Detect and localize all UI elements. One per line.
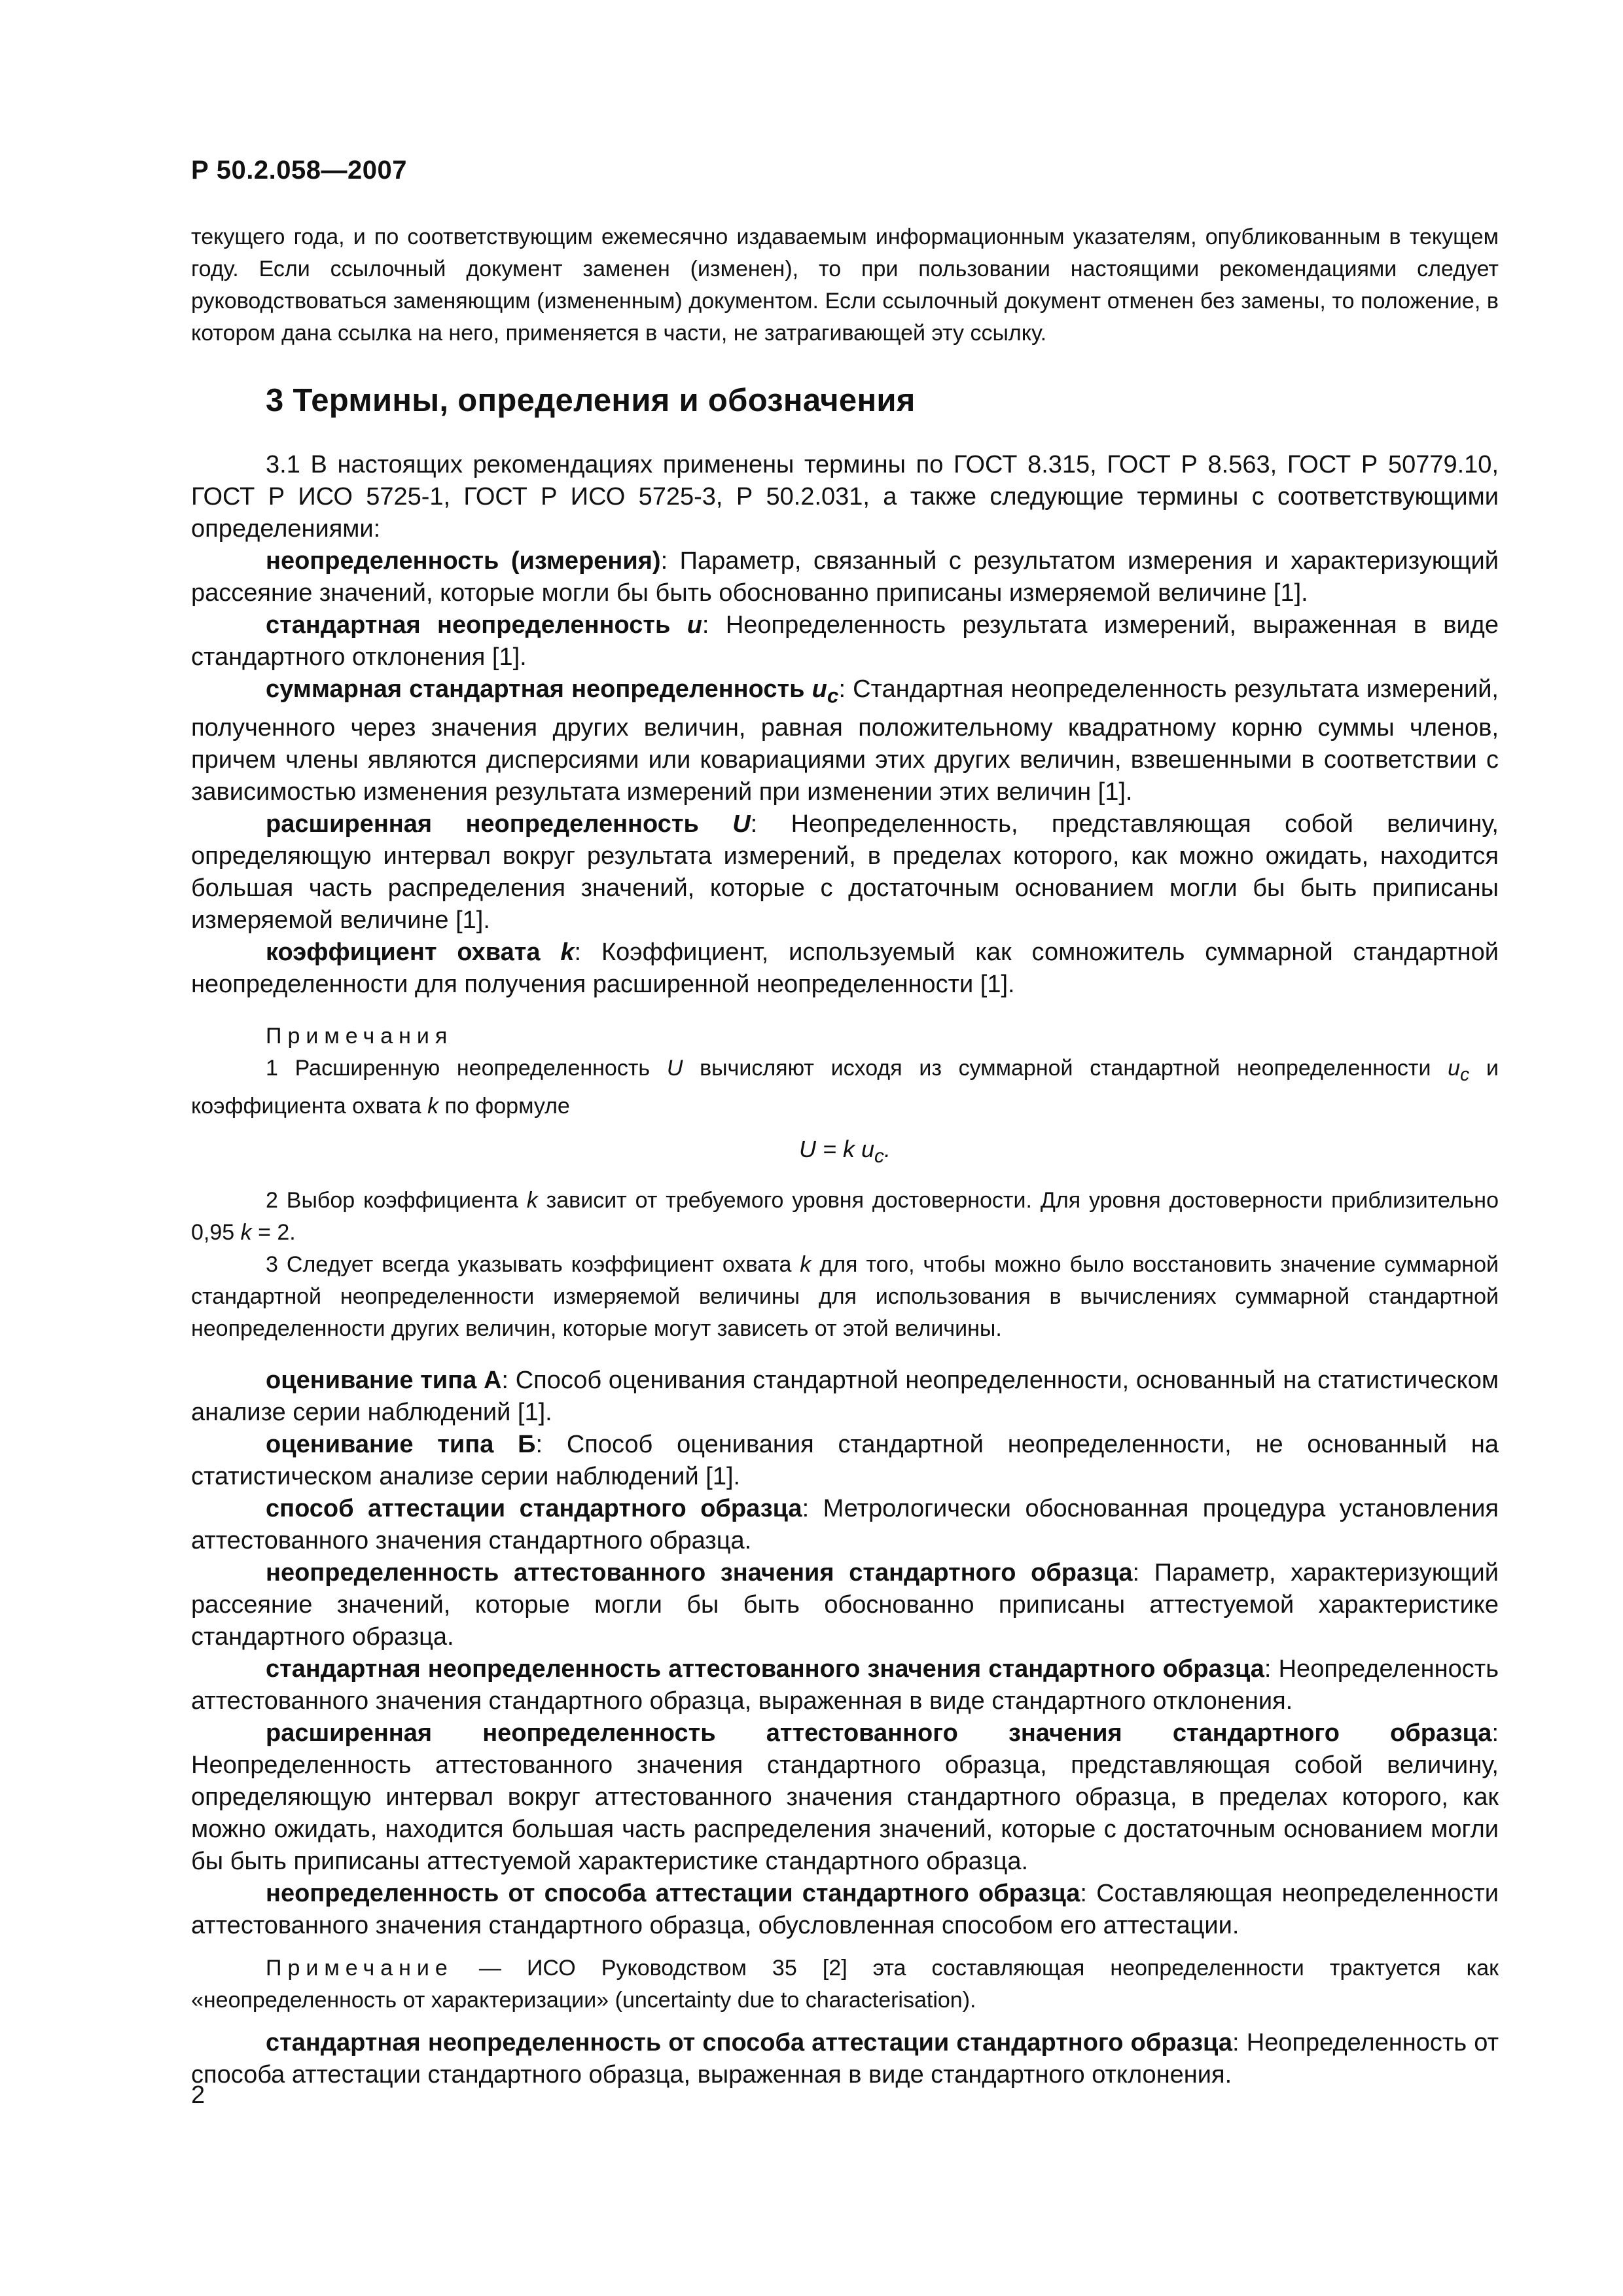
notes-heading: Примечания <box>266 1023 454 1049</box>
note-text: по формуле <box>438 1094 570 1119</box>
term-definition <box>191 609 1499 673</box>
note-symbol: U <box>666 1055 683 1081</box>
term-definition <box>191 2027 1499 2091</box>
term-symbol-subscript: c <box>827 683 839 708</box>
term-text: : Стандартная неопределенность результата измерений, полученного через значения других величин, равная положительному квадратному корню суммы членов, причем члены являются дисперсиями или ковариациями этих других величин, взвешенными в соответствии с зависимостью изменения результата измерений при изменении этих величин [1]. <box>191 675 1499 806</box>
note-text: зависит от требуемого уровня достоверности. Для уровня достоверности приблизительно 0,95 <box>191 1187 1499 1245</box>
document-code-header: Р 50.2.058—2007 <box>191 156 407 185</box>
note-symbol: k <box>800 1251 812 1277</box>
term-name: суммарная стандартная неопределенность <box>266 675 812 703</box>
note-symbol-subscript: c <box>1460 1064 1470 1085</box>
term-name: оценивание типа Б <box>266 1430 536 1458</box>
note-3 <box>191 1249 1499 1345</box>
term-text: : Метрологически обоснованная процедура установления аттестованного значения стандартного образца. <box>191 1494 1499 1554</box>
formula-end: . <box>884 1136 891 1163</box>
note-text: для того, чтобы можно было восстановить значение суммарной стандартной неопределенности измеряемой величины для использования в вычислениях суммарной стандартной неопределенности других величин, которые могут зависеть от этой величины. <box>191 1251 1499 1341</box>
term-text: : Составляющая неопределенности аттестованного значения стандартного образца, обусловленная способом его аттестации. <box>191 1879 1499 1939</box>
note-single <box>191 1952 1499 2017</box>
term-name: расширенная неопределенность <box>266 810 733 838</box>
spacer <box>191 1345 1499 1365</box>
term-symbol: k <box>560 938 575 966</box>
term-definition <box>191 545 1499 609</box>
term-definition <box>191 1717 1499 1878</box>
term-name: оценивание типа А <box>266 1366 502 1394</box>
term-definition <box>191 673 1499 808</box>
term-name: неопределенность (измерения) <box>266 547 661 575</box>
intro-paragraph: текущего года, и по соответствующим ежемесячно издаваемым информационным указателям, опубликованным в текущем году. Если ссылочный документ заменен (изменен), то при пользовании настоящими рекомендациями следует руководствоваться заменяющим (измененным) документом. Если ссылочный документ отменен без замены, то положение, в котором дана ссылка на него, применяется в части, не затрагивающей эту ссылку. <box>191 224 1499 346</box>
note-2 <box>191 1185 1499 1249</box>
page-number: 2 <box>191 2081 205 2109</box>
spacer <box>191 2017 1499 2027</box>
term-text: : Неопределенность результата измерений, выраженная в виде стандартного отклонения [1]. <box>191 611 1499 671</box>
term-name: неопределенность от способа аттестации стандартного образца <box>266 1879 1080 1907</box>
term-name: расширенная неопределенность аттестованного значения стандартного образца <box>266 1719 1492 1747</box>
term-text: : Параметр, характеризующий рассеяние значений, которые могли бы быть обоснованно приписаны аттестуемой характеристике стандартного образца. <box>191 1558 1499 1651</box>
term-definition <box>191 1878 1499 1942</box>
term-definition <box>191 1429 1499 1493</box>
note-1 <box>191 1052 1499 1123</box>
term-definition <box>191 1493 1499 1557</box>
note-text: вычисляют исходя из суммарной стандартной неопределенности <box>683 1055 1448 1081</box>
note-text: 1 Расширенную неопределенность <box>266 1055 667 1081</box>
term-name: неопределенность аттестованного значения стандартного образца <box>266 1558 1133 1587</box>
note-text: и коэффициента охвата <box>191 1055 1499 1119</box>
term-text: : Коэффициент, используемый как сомножитель суммарной стандартной неопределенности для получения расширенной неопределенности [1]. <box>191 938 1499 998</box>
term-name: стандартная неопределенность от способа аттестации стандартного образца <box>266 2028 1233 2056</box>
note-symbol: k <box>526 1187 538 1213</box>
note-symbol: k <box>427 1094 439 1119</box>
term-text: : Способ оценивания стандартной неопределенности, не основанный на статистическом анализе серии наблюдений [1]. <box>191 1430 1499 1490</box>
term-text: : Неопределенность аттестованного значения стандартного образца, представляющая собой величину, определяющую интервал вокруг аттестованного значения стандартного образца, в пределах которого, как можно ожидать, находится большая часть распределения значений, которые с достаточным основанием могли бы быть приписаны аттестуемой характеристике стандартного образца. <box>191 1719 1499 1875</box>
term-symbol: U <box>732 810 751 838</box>
note-text: = 2. <box>251 1219 296 1245</box>
note-symbol: u <box>1448 1055 1461 1081</box>
note-text: 3 Следует всегда указывать коэффициент охвата <box>266 1251 800 1277</box>
term-text: : Неопределенность, представляющая собой величину, определяющую интервал вокруг результата измерений, в пределах которого, как можно ожидать, находится большая часть распределения значений, которые с достаточным основанием могли бы быть приписаны измеряемой величине [1]. <box>191 810 1499 934</box>
formula-subscript: c <box>874 1145 885 1168</box>
term-text: : Параметр, связанный с результатом измерения и характеризующий рассеяние значений, которые могли бы быть обоснованно приписаны измеряемой величине [1]. <box>191 547 1499 607</box>
term-definition <box>191 1365 1499 1429</box>
term-text: : Способ оценивания стандартной неопределенности, основанный на статистическом анализе серии наблюдений [1]. <box>191 1366 1499 1426</box>
formula-text: U = k u <box>798 1136 875 1163</box>
note-label: Примечание <box>266 1955 454 1981</box>
spacer <box>191 1942 1499 1952</box>
term-symbol: u <box>812 675 827 703</box>
section-title: 3 Термины, определения и обозначения <box>266 383 916 418</box>
term-text: : Неопределенность от способа аттестации стандартного образца, выраженная в виде стандартного отклонения. <box>191 2028 1499 2089</box>
note-symbol: k <box>240 1219 252 1245</box>
clause-3-1: 3.1 В настоящих рекомендациях применены термины по ГОСТ 8.315, ГОСТ Р 8.563, ГОСТ Р 50779.10, ГОСТ Р ИСО 5725-1, ГОСТ Р ИСО 5725-3, Р 50.2.031, а также следующие термины с соответствующими определениями: <box>191 451 1499 543</box>
term-name: стандартная неопределенность <box>266 611 687 639</box>
note-text: — ИСО Руководством 35 [2] эта составляющая неопределенности трактуется как «неопределенность от характеризации» (uncertainty due to characterisation). <box>191 1955 1499 2013</box>
note-text: 2 Выбор коэффициента <box>266 1187 527 1213</box>
term-definition <box>191 1557 1499 1653</box>
term-name: коэффициент охвата <box>266 938 561 966</box>
term-definition <box>191 1653 1499 1717</box>
term-name: стандартная неопределенность аттестованного значения стандартного образца <box>266 1655 1264 1683</box>
term-definition <box>191 808 1499 937</box>
term-definition <box>191 937 1499 1001</box>
page-content <box>191 221 1499 2091</box>
term-name: способ аттестации стандартного образца <box>266 1494 802 1522</box>
formula <box>191 1133 1499 1172</box>
term-text: : Неопределенность аттестованного значения стандартного образца, выраженная в виде стандартного отклонения. <box>191 1655 1499 1715</box>
term-symbol: u <box>687 611 702 639</box>
